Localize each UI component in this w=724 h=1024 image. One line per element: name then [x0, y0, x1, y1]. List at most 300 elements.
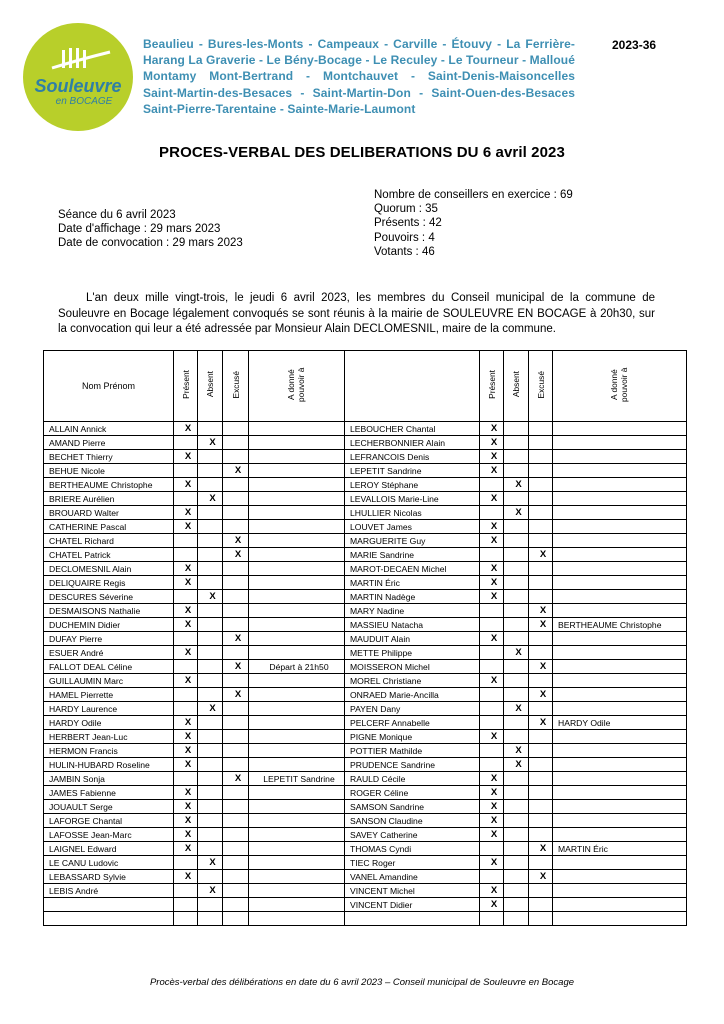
- present-cell: X: [480, 422, 504, 436]
- communes-line: Saint-Martin-des-Besaces - Saint-Martin-Don - Saint-Ouen-des-Besaces: [143, 85, 575, 100]
- present-cell: [174, 436, 198, 450]
- proxy-cell: [249, 506, 345, 520]
- member-name: VANEL Amandine: [345, 870, 480, 884]
- present-cell: [480, 716, 504, 730]
- excuse-cell: [223, 842, 249, 856]
- excuse-cell: X: [223, 660, 249, 674]
- present-cell: [480, 842, 504, 856]
- proxy-cell: [553, 856, 687, 870]
- member-name: MAROT-DECAEN Michel: [345, 562, 480, 576]
- page-footer: Procès-verbal des délibérations en date du 6 avril 2023 – Conseil municipal de Souleuvre en Bocage: [149, 977, 575, 988]
- present-cell: X: [174, 730, 198, 744]
- excuse-cell: [223, 800, 249, 814]
- excuse-cell: [223, 716, 249, 730]
- excuse-cell: X: [529, 842, 553, 856]
- present-cell: X: [480, 464, 504, 478]
- table-row: [44, 772, 687, 786]
- present-cell: X: [174, 828, 198, 842]
- excuse-cell: [223, 674, 249, 688]
- excuse-cell: [529, 590, 553, 604]
- proxy-cell: [553, 506, 687, 520]
- absent-cell: [198, 716, 223, 730]
- excuse-cell: [529, 856, 553, 870]
- proxy-cell: [553, 660, 687, 674]
- proxy-cell: [553, 548, 687, 562]
- table-row: [44, 730, 687, 744]
- absent-cell: [504, 898, 529, 912]
- absent-cell: [198, 842, 223, 856]
- member-name: DUCHEMIN Didier: [44, 618, 174, 632]
- proxy-cell: Départ à 21h50: [249, 660, 345, 674]
- member-name: SAVEY Catherine: [345, 828, 480, 842]
- absent-cell: X: [198, 590, 223, 604]
- member-name: BEHUE Nicole: [44, 464, 174, 478]
- proxy-cell: [249, 646, 345, 660]
- proxy-cell: [553, 450, 687, 464]
- quorum: Quorum : 35: [374, 203, 438, 216]
- proxy-cell: [249, 436, 345, 450]
- absent-cell: [198, 898, 223, 912]
- excuse-cell: [529, 492, 553, 506]
- absent-cell: [504, 772, 529, 786]
- table-row: [44, 492, 687, 506]
- excuse-cell: [223, 520, 249, 534]
- excuse-cell: X: [223, 534, 249, 548]
- member-name: CATHERINE Pascal: [44, 520, 174, 534]
- absent-cell: [198, 660, 223, 674]
- proxy-cell: [553, 758, 687, 772]
- excuse-cell: [529, 520, 553, 534]
- proxy-cell: [249, 534, 345, 548]
- absent-cell: [504, 576, 529, 590]
- header-name: Nom Prénom: [44, 351, 174, 422]
- proxy-cell: [553, 604, 687, 618]
- present-cell: X: [174, 716, 198, 730]
- table-row: [44, 912, 687, 926]
- absent-cell: [198, 520, 223, 534]
- member-name: DECLOMESNIL Alain: [44, 562, 174, 576]
- absent-cell: [198, 464, 223, 478]
- absent-cell: [198, 646, 223, 660]
- present-cell: X: [174, 604, 198, 618]
- excuse-cell: [223, 618, 249, 632]
- table-header-row: [44, 351, 687, 422]
- member-name: DELIQUAIRE Regis: [44, 576, 174, 590]
- proxy-cell: [249, 898, 345, 912]
- excuse-cell: [529, 436, 553, 450]
- proxy-cell: [249, 478, 345, 492]
- present-cell: X: [174, 422, 198, 436]
- excuse-cell: [529, 506, 553, 520]
- absent-cell: [504, 450, 529, 464]
- member-name: DUFAY Pierre: [44, 632, 174, 646]
- member-name: BROUARD Walter: [44, 506, 174, 520]
- present-cell: [480, 912, 504, 926]
- proxy-cell: [553, 478, 687, 492]
- proxy-cell: [553, 590, 687, 604]
- excuse-cell: [529, 576, 553, 590]
- excuse-cell: [223, 562, 249, 576]
- present-cell: X: [480, 534, 504, 548]
- proxy-cell: [249, 842, 345, 856]
- excuse-cell: [529, 534, 553, 548]
- proxy-cell: [249, 702, 345, 716]
- present-cell: X: [480, 786, 504, 800]
- proxy-cell: [553, 534, 687, 548]
- proxy-cell: [553, 884, 687, 898]
- communes-line: Montamy Mont-Bertrand - Montchauvet - Saint-Denis-Maisoncelles: [143, 69, 575, 84]
- intro-paragraph: L'an deux mille vingt-trois, le jeudi 6 avril 2023, les membres du Conseil municipal de la commune de Souleuvre en Bocage légalement convoqués se sont réunis à la mairie de SOULEUVRE EN BOCAGE à 20h30, sur la convocation qui leur a été adressée par Monsieur Alain DECLOMESNIL, maire de la commune.: [58, 292, 655, 335]
- present-cell: X: [480, 814, 504, 828]
- absent-cell: [198, 576, 223, 590]
- member-name: JAMBIN Sonja: [44, 772, 174, 786]
- present-cell: [480, 758, 504, 772]
- convocation-date: Date de convocation : 29 mars 2023: [58, 237, 243, 250]
- session-info: [58, 208, 243, 251]
- excuse-cell: [529, 450, 553, 464]
- excuse-cell: [223, 506, 249, 520]
- excuse-cell: [529, 422, 553, 436]
- member-name: VINCENT Michel: [345, 884, 480, 898]
- member-name: SANSON Claudine: [345, 814, 480, 828]
- proxy-cell: [553, 744, 687, 758]
- proxy-cell: [249, 744, 345, 758]
- absent-cell: [198, 772, 223, 786]
- absent-cell: [198, 688, 223, 702]
- session-date: Séance du 6 avril 2023: [58, 209, 176, 221]
- present-cell: X: [174, 800, 198, 814]
- member-name: FALLOT DEAL Céline: [44, 660, 174, 674]
- present-cell: X: [174, 674, 198, 688]
- proxies-count: Pouvoirs : 4: [374, 231, 435, 244]
- proxy-cell: [249, 856, 345, 870]
- member-name: POTTIER Mathilde: [345, 744, 480, 758]
- table-row: [44, 436, 687, 450]
- proxy-cell: [249, 674, 345, 688]
- present-cell: [480, 506, 504, 520]
- table-row: [44, 632, 687, 646]
- absent-cell: [198, 744, 223, 758]
- present-cell: X: [480, 730, 504, 744]
- excuse-cell: [529, 702, 553, 716]
- present-cell: [174, 590, 198, 604]
- excuse-cell: [529, 478, 553, 492]
- present-cell: X: [480, 492, 504, 506]
- header-present: Présent: [480, 351, 504, 422]
- member-name: ONRAED Marie-Ancilla: [345, 688, 480, 702]
- present-cell: [480, 618, 504, 632]
- proxy-cell: HARDY Odile: [553, 716, 687, 730]
- excuse-cell: [223, 436, 249, 450]
- member-name: MAUDUIT Alain: [345, 632, 480, 646]
- present-cell: [174, 464, 198, 478]
- absent-cell: [504, 520, 529, 534]
- member-name: LEBOUCHER Chantal: [345, 422, 480, 436]
- header-present: Présent: [174, 351, 198, 422]
- excuse-cell: X: [529, 604, 553, 618]
- absent-cell: X: [198, 436, 223, 450]
- absent-cell: [198, 828, 223, 842]
- proxy-cell: [553, 422, 687, 436]
- member-name: LAFOSSE Jean-Marc: [44, 828, 174, 842]
- header-excuse: Excusé: [223, 351, 249, 422]
- excuse-cell: [223, 814, 249, 828]
- present-cell: X: [174, 870, 198, 884]
- excuse-cell: [529, 884, 553, 898]
- table-row: [44, 562, 687, 576]
- proxy-cell: [553, 576, 687, 590]
- absent-cell: [198, 450, 223, 464]
- present-cell: X: [480, 772, 504, 786]
- present-cell: X: [174, 618, 198, 632]
- present-cell: [480, 604, 504, 618]
- member-name: [44, 898, 174, 912]
- table-row: [44, 800, 687, 814]
- proxy-cell: [553, 674, 687, 688]
- present-cell: [480, 702, 504, 716]
- proxy-cell: [249, 884, 345, 898]
- table-row: [44, 758, 687, 772]
- table-row: [44, 450, 687, 464]
- absent-cell: [504, 660, 529, 674]
- present-cell: [174, 912, 198, 926]
- excuse-cell: [223, 590, 249, 604]
- proxy-cell: [249, 450, 345, 464]
- present-cell: X: [174, 786, 198, 800]
- absent-cell: [198, 478, 223, 492]
- proxy-cell: [553, 520, 687, 534]
- proxy-cell: [553, 702, 687, 716]
- present-cell: [480, 870, 504, 884]
- excuse-cell: X: [223, 688, 249, 702]
- proxy-cell: [249, 520, 345, 534]
- present-cell: X: [480, 450, 504, 464]
- logo-title: Souleuvre: [34, 76, 122, 96]
- member-name: MARTIN Éric: [345, 576, 480, 590]
- excuse-cell: [223, 576, 249, 590]
- present-cell: X: [480, 562, 504, 576]
- present-cell: [480, 744, 504, 758]
- present-cell: [174, 688, 198, 702]
- quorum-info: [374, 188, 573, 259]
- member-name: TIEC Roger: [345, 856, 480, 870]
- member-name: JAMES Fabienne: [44, 786, 174, 800]
- voters-count: Votants : 46: [374, 245, 435, 258]
- excuse-cell: [529, 800, 553, 814]
- member-name: HARDY Odile: [44, 716, 174, 730]
- present-cell: [174, 884, 198, 898]
- proxy-cell: [553, 436, 687, 450]
- absent-cell: X: [198, 856, 223, 870]
- table-row: [44, 702, 687, 716]
- absent-cell: [198, 506, 223, 520]
- absent-cell: [198, 758, 223, 772]
- communes-list: [143, 36, 575, 117]
- excuse-cell: X: [223, 772, 249, 786]
- absent-cell: [198, 422, 223, 436]
- absent-cell: [198, 674, 223, 688]
- excuse-cell: [223, 884, 249, 898]
- present-cell: X: [174, 744, 198, 758]
- communes-line: Saint-Pierre-Tarentaine - Sainte-Marie-Laumont: [143, 101, 416, 116]
- present-cell: X: [174, 758, 198, 772]
- proxy-cell: [249, 912, 345, 926]
- member-name: LEROY Stéphane: [345, 478, 480, 492]
- absent-cell: [198, 632, 223, 646]
- present-cell: [174, 492, 198, 506]
- proxy-cell: [553, 786, 687, 800]
- excuse-cell: [223, 646, 249, 660]
- absent-cell: [504, 828, 529, 842]
- souleuvre-logo-icon: [22, 22, 134, 132]
- proxy-cell: LEPETIT Sandrine: [249, 772, 345, 786]
- present-cell: [480, 688, 504, 702]
- present-cell: [174, 772, 198, 786]
- absent-cell: X: [504, 758, 529, 772]
- table-row: [44, 884, 687, 898]
- proxy-cell: [249, 758, 345, 772]
- excuse-cell: [223, 450, 249, 464]
- proxy-cell: [249, 688, 345, 702]
- absent-cell: [504, 814, 529, 828]
- absent-cell: [198, 562, 223, 576]
- member-name: HULIN-HUBARD Roseline: [44, 758, 174, 772]
- proxy-cell: [553, 562, 687, 576]
- communes-line: Beaulieu - Bures-les-Monts - Campeaux - Carville - Étouvy - La Ferrière-: [143, 37, 575, 51]
- member-name: SAMSON Sandrine: [345, 800, 480, 814]
- member-name: PELCERF Annabelle: [345, 716, 480, 730]
- present-cell: X: [480, 632, 504, 646]
- absent-cell: [504, 562, 529, 576]
- proxy-cell: [553, 828, 687, 842]
- excuse-cell: [529, 786, 553, 800]
- present-cell: X: [480, 898, 504, 912]
- proxy-cell: [553, 800, 687, 814]
- table-row: [44, 828, 687, 842]
- excuse-cell: [529, 674, 553, 688]
- absent-cell: X: [504, 478, 529, 492]
- attendance-table: [43, 350, 687, 926]
- excuse-cell: [529, 646, 553, 660]
- present-cell: X: [174, 576, 198, 590]
- absent-cell: [504, 618, 529, 632]
- table-row: [44, 856, 687, 870]
- member-name: CHATEL Patrick: [44, 548, 174, 562]
- member-name: LEFRANCOIS Denis: [345, 450, 480, 464]
- member-name: LEVALLOIS Marie-Line: [345, 492, 480, 506]
- absent-cell: [504, 884, 529, 898]
- excuse-cell: [529, 464, 553, 478]
- member-name: GUILLAUMIN Marc: [44, 674, 174, 688]
- present-cell: X: [174, 646, 198, 660]
- table-row: [44, 464, 687, 478]
- proxy-cell: [249, 618, 345, 632]
- present-cell: X: [480, 800, 504, 814]
- proxy-cell: [249, 800, 345, 814]
- councillors-count: Nombre de conseillers en exercice : 69: [374, 189, 573, 201]
- member-name: BERTHEAUME Christophe: [44, 478, 174, 492]
- present-cell: X: [480, 884, 504, 898]
- excuse-cell: X: [529, 688, 553, 702]
- present-cell: [480, 646, 504, 660]
- member-name: HERMON Francis: [44, 744, 174, 758]
- present-cell: X: [174, 506, 198, 520]
- communes-line: Harang La Graverie - Le Bény-Bocage - Le Reculey - Le Tourneur - Malloué: [143, 53, 575, 68]
- excuse-cell: [223, 828, 249, 842]
- present-cell: X: [480, 520, 504, 534]
- member-name: PAYEN Dany: [345, 702, 480, 716]
- table-row: [44, 534, 687, 548]
- member-name: LHULLIER Nicolas: [345, 506, 480, 520]
- absent-cell: [198, 604, 223, 618]
- document-number: 2023-36: [612, 38, 657, 52]
- proxy-cell: BERTHEAUME Christophe: [553, 618, 687, 632]
- proxy-cell: [249, 730, 345, 744]
- absent-cell: [504, 422, 529, 436]
- table-row: [44, 576, 687, 590]
- absent-cell: [504, 674, 529, 688]
- proxy-cell: [553, 814, 687, 828]
- present-cell: [174, 632, 198, 646]
- excuse-cell: [223, 744, 249, 758]
- absent-cell: [198, 912, 223, 926]
- present-cell: [174, 534, 198, 548]
- absent-cell: [198, 534, 223, 548]
- proxy-cell: [553, 898, 687, 912]
- excuse-cell: [529, 744, 553, 758]
- absent-cell: [504, 870, 529, 884]
- absent-cell: [504, 912, 529, 926]
- excuse-cell: [223, 758, 249, 772]
- logo-subtitle: en BOCAGE: [55, 96, 113, 107]
- member-name: LOUVET James: [345, 520, 480, 534]
- absent-cell: [198, 548, 223, 562]
- table-row: [44, 604, 687, 618]
- present-cell: [174, 856, 198, 870]
- excuse-cell: [529, 730, 553, 744]
- table-row: [44, 898, 687, 912]
- table-row: [44, 870, 687, 884]
- member-name: LAFORGE Chantal: [44, 814, 174, 828]
- proxy-cell: [553, 632, 687, 646]
- absent-cell: [504, 464, 529, 478]
- present-cell: X: [480, 436, 504, 450]
- absent-cell: X: [504, 702, 529, 716]
- excuse-cell: [223, 702, 249, 716]
- header-pouvoir: A donné pouvoir à: [553, 351, 687, 422]
- member-name: MOISSERON Michel: [345, 660, 480, 674]
- present-cell: X: [174, 450, 198, 464]
- member-name: HARDY Laurence: [44, 702, 174, 716]
- header-absent: Absent: [504, 351, 529, 422]
- present-cell: X: [480, 576, 504, 590]
- table-row: [44, 786, 687, 800]
- proxy-cell: [553, 464, 687, 478]
- proxy-cell: [553, 730, 687, 744]
- proxy-cell: [553, 492, 687, 506]
- excuse-cell: [529, 758, 553, 772]
- proxy-cell: [553, 688, 687, 702]
- excuse-cell: [529, 814, 553, 828]
- absent-cell: [504, 590, 529, 604]
- member-name: HAMEL Pierrette: [44, 688, 174, 702]
- table-row: [44, 674, 687, 688]
- member-name: LEPETIT Sandrine: [345, 464, 480, 478]
- proxy-cell: [553, 646, 687, 660]
- table-row: [44, 688, 687, 702]
- table-row: [44, 716, 687, 730]
- header-absent: Absent: [198, 351, 223, 422]
